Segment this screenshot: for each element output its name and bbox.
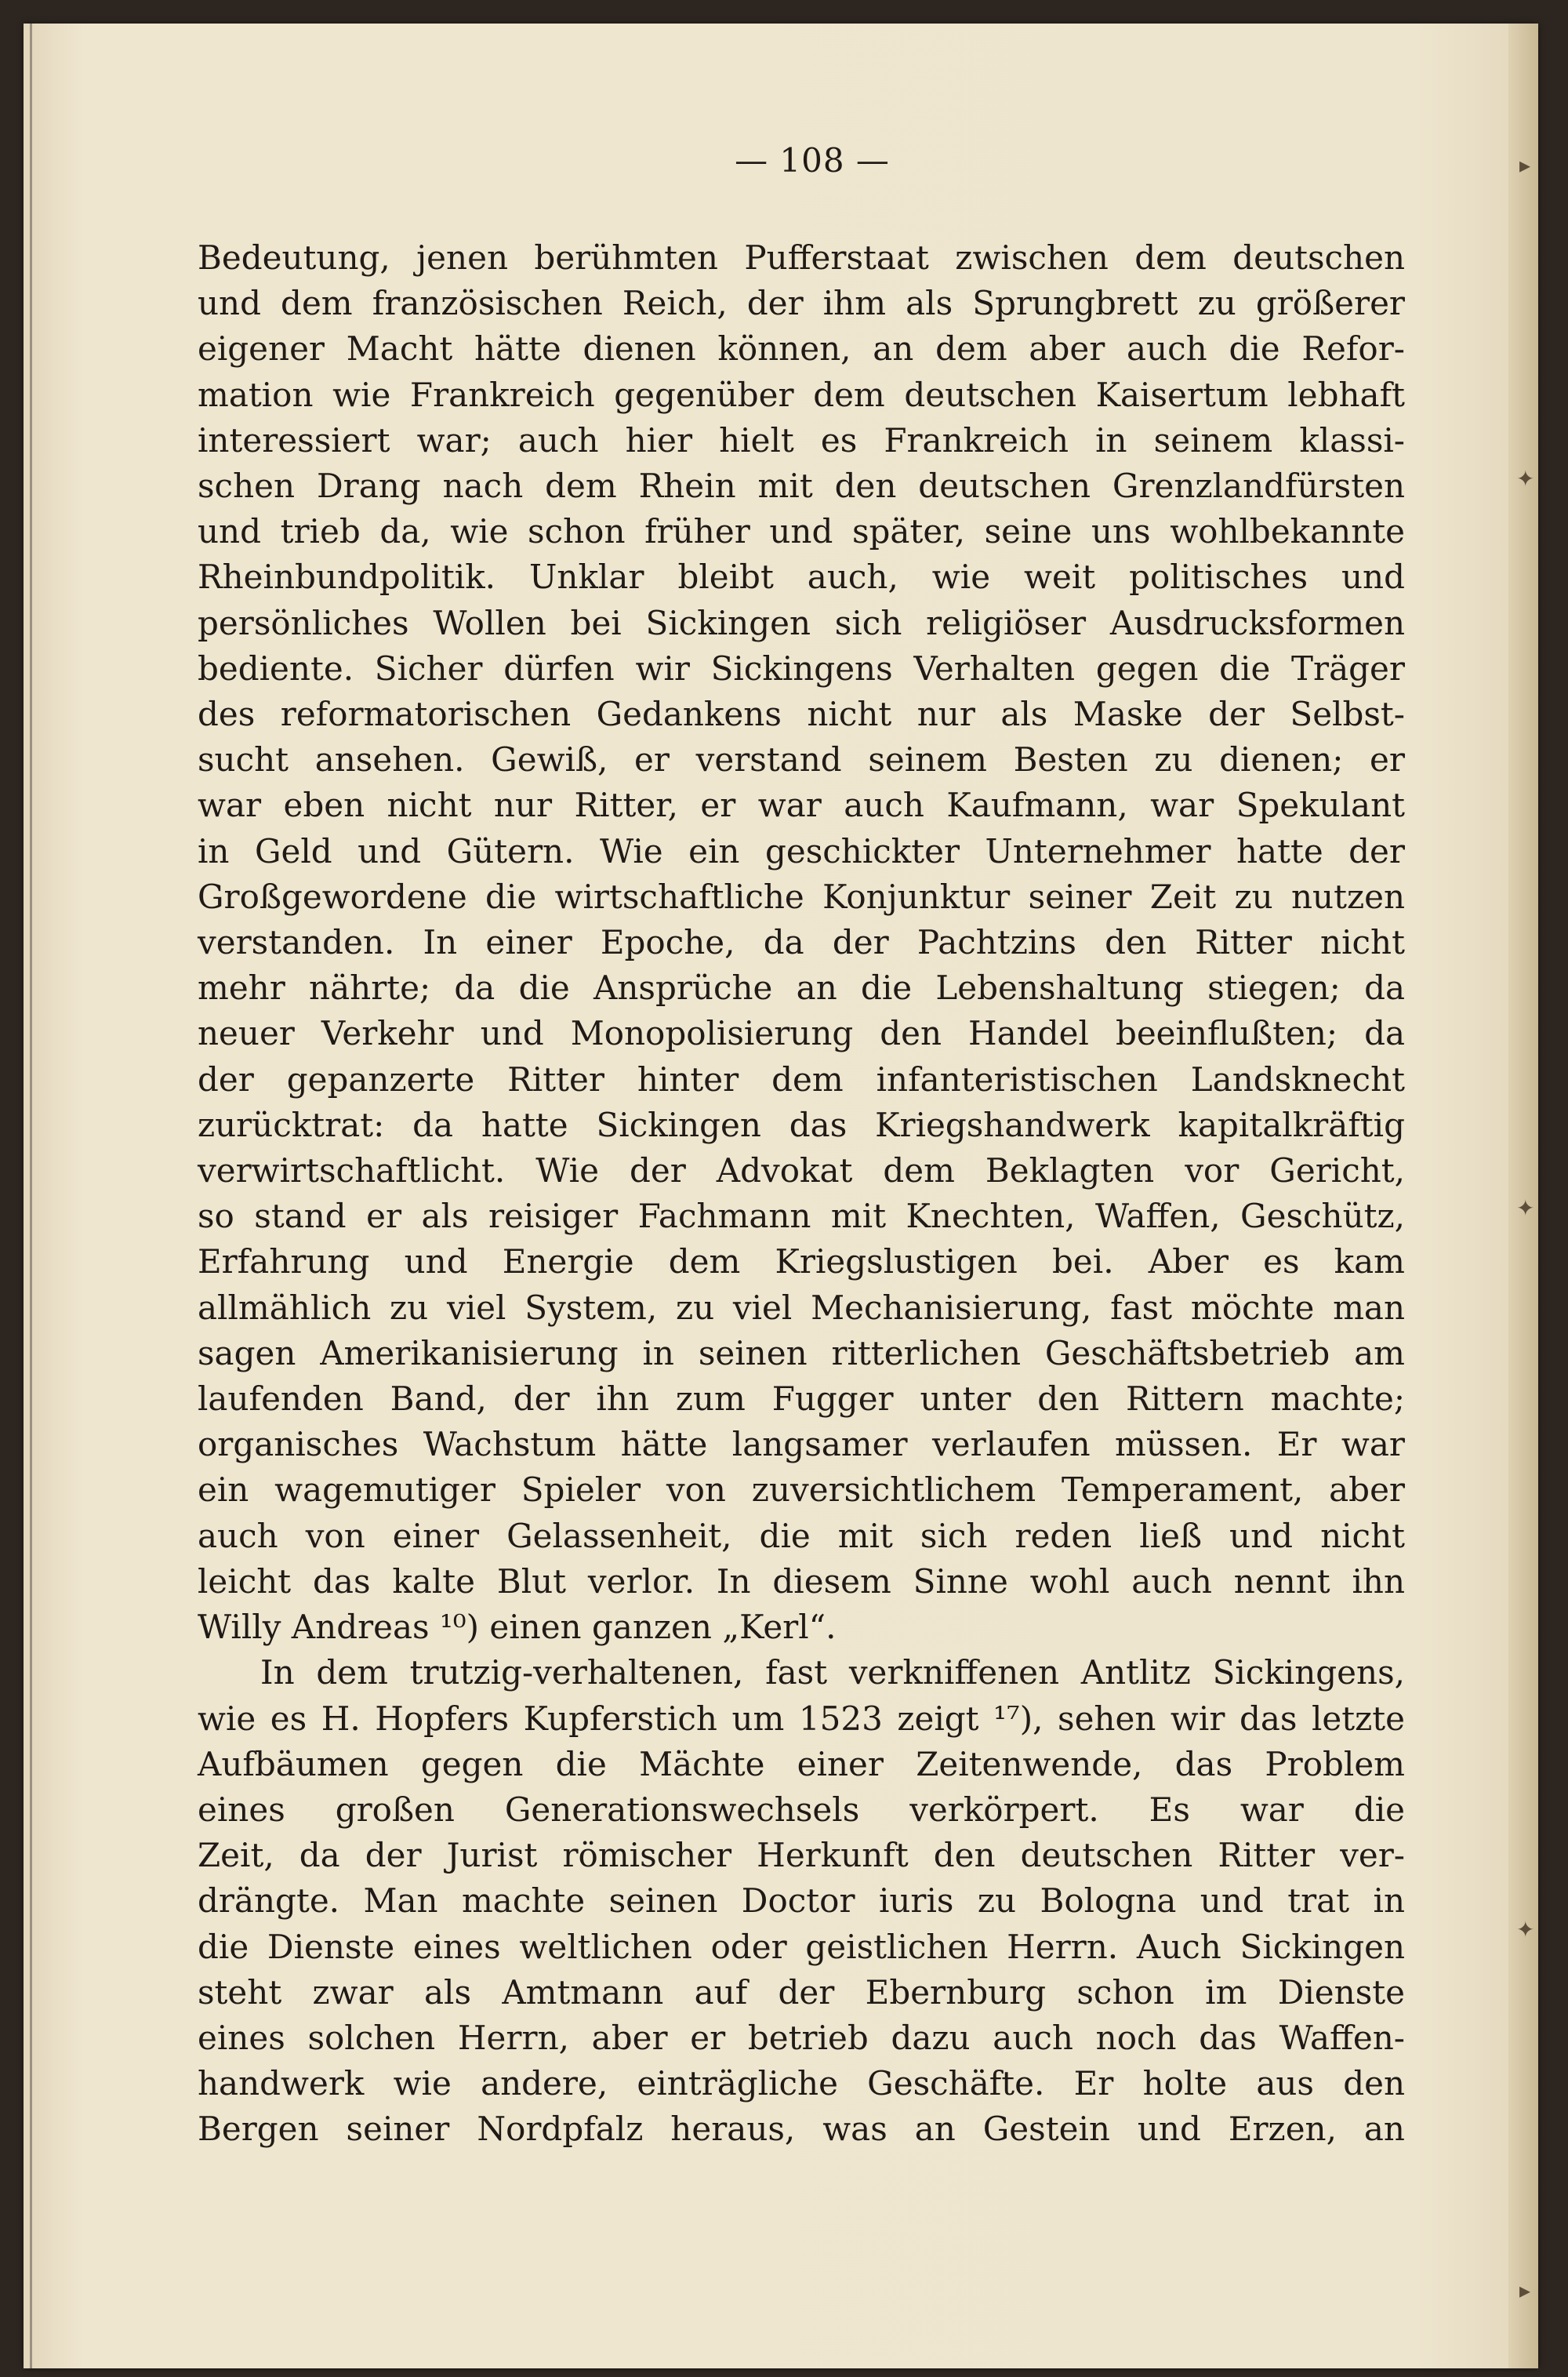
text-line: war eben nicht nur Ritter, er war auch Kaufmann, war Spekulant xyxy=(198,786,1405,825)
text-line: Erfahrung und Energie dem Kriegslustigen bei. Aber es kam xyxy=(198,1242,1405,1281)
text-line: die Dienste eines weltlichen oder geistlichen Herrn. Auch Sickingen xyxy=(198,1927,1405,1966)
text-line: ein wagemutiger Spieler von zuversichtlichem Temperament, aber xyxy=(198,1470,1405,1510)
text-line: mation wie Frankreich gegenüber dem deutschen Kaisertum lebhaft xyxy=(198,375,1405,414)
text-line: bediente. Sicher dürfen wir Sickingens Verhalten gegen die Träger xyxy=(198,649,1405,688)
text-line: eigener Macht hätte dienen können, an dem aber auch die Refor- xyxy=(198,329,1405,369)
text-line: laufenden Band, der ihn zum Fugger unter den Rittern machte; xyxy=(198,1379,1405,1419)
text-line: auch von einer Gelassenheit, die mit sich reden ließ und nicht xyxy=(198,1516,1405,1555)
text-line: allmählich zu viel System, zu viel Mechanisierung, fast möchte man xyxy=(198,1288,1405,1327)
text-line: sucht ansehen. Gewiß, er verstand seinem Besten zu dienen; er xyxy=(198,740,1405,780)
edge-mark: ✦ xyxy=(1516,466,1535,492)
page-number: — 108 — xyxy=(735,141,890,180)
text-line: in Geld und Gütern. Wie ein geschickter Unternehmer hatte der xyxy=(198,831,1405,870)
edge-mark: ✦ xyxy=(1516,1195,1535,1221)
edge-mark: ▸ xyxy=(1519,152,1531,178)
text-line: sagen Amerikanisierung in seinen ritterlichen Geschäftsbetrieb am xyxy=(198,1333,1405,1372)
text-line: der gepanzerte Ritter hinter dem infanteristischen Landsknecht xyxy=(198,1059,1405,1099)
page-gutter-rule xyxy=(30,24,32,2368)
text-line: neuer Verkehr und Monopolisierung den Handel beeinflußten; da xyxy=(198,1014,1405,1053)
text-line: mehr nährte; da die Ansprüche an die Lebenshaltung stiegen; da xyxy=(198,969,1405,1008)
text-line: und dem französischen Reich, der ihm als Sprungbrett zu größerer xyxy=(198,284,1405,323)
text-line: Bergen seiner Nordpfalz heraus, was an Gestein und Erzen, an xyxy=(198,2110,1405,2149)
book-page xyxy=(24,24,1538,2368)
edge-mark: ✦ xyxy=(1516,1917,1535,1943)
body-text xyxy=(198,235,1405,2153)
text-line: Willy Andreas ¹⁰) einen ganzen „Kerl“. xyxy=(198,1608,837,1647)
text-line: eines solchen Herrn, aber er betrieb dazu auch noch das Waffen- xyxy=(198,2018,1405,2057)
text-line: drängte. Man machte seinen Doctor iuris zu Bologna und trat in xyxy=(198,1881,1405,1921)
text-line: leicht das kalte Blut verlor. In diesem Sinne wohl auch nennt ihn xyxy=(198,1561,1405,1601)
text-line: steht zwar als Amtmann auf der Ebernburg schon im Dienste xyxy=(198,1972,1405,2012)
text-line: des reformatorischen Gedankens nicht nur als Maske der Selbst- xyxy=(198,695,1405,734)
text-line: Rheinbundpolitik. Unklar bleibt auch, wie weit politisches und xyxy=(198,558,1405,597)
text-line: Großgewordene die wirtschaftliche Konjunktur seiner Zeit zu nutzen xyxy=(198,877,1405,916)
edge-mark: ▸ xyxy=(1519,2277,1531,2303)
text-line: so stand er als reisiger Fachmann mit Knechten, Waffen, Geschütz, xyxy=(198,1197,1405,1236)
text-line: organisches Wachstum hätte langsamer verlaufen müssen. Er war xyxy=(198,1425,1405,1464)
text-line: verstanden. In einer Epoche, da der Pachtzins den Ritter nicht xyxy=(198,923,1405,962)
text-line: schen Drang nach dem Rhein mit den deutschen Grenzlandfürsten xyxy=(198,467,1405,506)
text-line: verwirtschaftlicht. Wie der Advokat dem Beklagten vor Gericht, xyxy=(198,1151,1405,1190)
text-line: Aufbäumen gegen die Mächte einer Zeitenwende, das Problem xyxy=(198,1744,1405,1783)
text-line: handwerk wie andere, einträgliche Geschäfte. Er holte aus den xyxy=(198,2064,1405,2103)
text-line: wie es H. Hopfers Kupferstich um 1523 zeigt ¹⁷), sehen wir das letzte xyxy=(198,1699,1405,1738)
text-line: eines großen Generationswechsels verkörpert. Es war die xyxy=(198,1790,1405,1829)
text-line: Bedeutung, jenen berühmten Pufferstaat zwischen dem deutschen xyxy=(198,238,1405,277)
page-edge xyxy=(1508,24,1538,2368)
text-line: zurücktrat: da hatte Sickingen das Kriegshandwerk kapitalkräftig xyxy=(198,1105,1405,1144)
text-line: persönliches Wollen bei Sickingen sich religiöser Ausdrucksformen xyxy=(198,603,1405,642)
text-line: interessiert war; auch hier hielt es Frankreich in seinem klassi- xyxy=(198,420,1405,460)
text-line: und trieb da, wie schon früher und später, seine uns wohlbekannte xyxy=(198,512,1405,551)
text-line: Zeit, da der Jurist römischer Herkunft den deutschen Ritter ver- xyxy=(198,1836,1405,1875)
text-line: In dem trutzig-verhaltenen, fast verkniffenen Antlitz Sickingens, xyxy=(260,1653,1405,1692)
